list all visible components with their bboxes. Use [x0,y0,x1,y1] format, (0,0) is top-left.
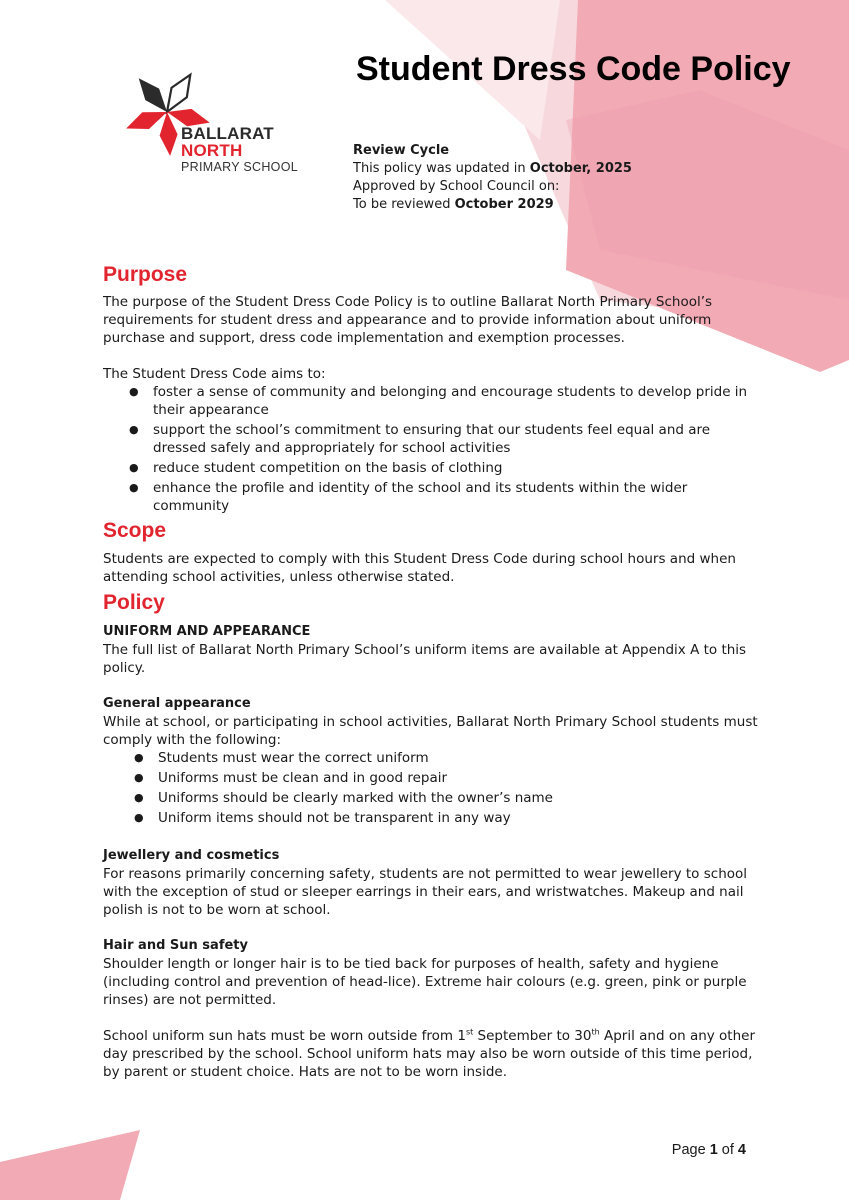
aims-intro: The Student Dress Code aims to: [103,366,326,382]
list-item: ● Uniforms should be clearly marked with the owner’s name [158,789,758,807]
scope-paragraph: Students are expected to comply with this Student Dress Code during school hours and when attending school activities, unless otherwise stated. [103,551,736,585]
jewellery-paragraph: For reasons primarily concerning safety, students are not permitted to wear jewellery to school with the exception of stud or sleeper earrings in their ears, and wristwatches. Makeup and nail polish is not to be worn at school. [103,866,748,918]
list-item: ● support the school’s commitment to ensuring that our students feel equal and are dressed safely and appropriately for school activities [153,421,758,457]
list-item: ● Uniform items should not be transparent in any way [158,809,758,827]
list-item: ● enhance the profile and identity of the school and its students within the wider community [153,479,758,515]
general-appearance-paragraph: While at school, or participating in school activities, Ballarat North Primary School students must comply with the following: [103,714,758,748]
list-item: ● foster a sense of community and belonging and encourage students to develop pride in their appearance [153,383,758,419]
general-appearance-list [103,749,758,827]
page-prefix: Page [671,1142,710,1158]
review-heading: Review Cycle [353,143,450,158]
review-approved: Approved by School Council on: [353,179,560,194]
review-updated [353,160,632,178]
general-appearance-heading: General appearance [103,696,251,711]
review-updated-value: October, 2025 [529,161,632,176]
policy-heading: Policy [103,591,165,614]
review-reviewed [353,196,632,214]
sun-sup-1: st [465,1027,474,1037]
review-reviewed-prefix: To be reviewed [353,197,455,212]
sun-text-b: September to 30 [473,1028,592,1044]
uniform-heading: UNIFORM AND APPEARANCE [103,624,311,639]
review-updated-prefix: This policy was updated in [353,161,530,176]
aims-list [103,383,758,515]
list-item: ● Uniforms must be clean and in good repair [158,769,758,787]
sun-text-a: School uniform sun hats must be worn outside from 1 [103,1028,466,1044]
scope-heading: Scope [103,519,167,542]
purpose-paragraph: The purpose of the Student Dress Code Policy is to outline Ballarat North Primary School’s requirements for student dress and appearance and to provide information about uniform purchase and support, dress code implementation and exemption processes. [103,294,713,346]
sun-hat-paragraph [103,1027,758,1081]
list-item: ● reduce student competition on the basis of clothing [153,459,758,477]
uniform-paragraph: The full list of Ballarat North Primary School’s uniform items are available at Appendix A to this policy. [103,642,747,676]
page-total: 4 [737,1142,746,1158]
review-reviewed-value: October 2029 [454,197,554,212]
sun-sup-2: th [591,1027,600,1037]
logo-line-ballarat: BALLARAT [181,124,274,143]
hair-sun-heading: Hair and Sun safety [103,938,248,953]
logo-wordmark [181,125,298,176]
document-body [103,262,758,1081]
logo-line-north: NORTH [181,141,243,160]
sun-text-c: April and on any other day prescribed by the school. School uniform hats may also be worn outside of this time period, by parent or student choice. Hats are not to be worn inside. [103,1028,756,1080]
page-of: of [717,1142,738,1158]
page-number [672,1142,746,1158]
bg-shape-bottom [0,1130,140,1200]
list-item: ● Students must wear the correct uniform [158,749,758,767]
review-cycle [353,142,632,214]
hair-paragraph: Shoulder length or longer hair is to be tied back for purposes of health, safety and hygiene (including control and prevention of head-lice). Extreme hair colours (e.g. green, pink or purple rinses) are not permitted. [103,956,747,1008]
purpose-heading: Purpose [103,263,188,286]
logo-line-primary-school: PRIMARY SCHOOL [181,160,298,174]
jewellery-heading: Jewellery and cosmetics [103,848,280,863]
page-title: Student Dress Code Policy [356,50,791,88]
page-current: 1 [709,1142,718,1158]
